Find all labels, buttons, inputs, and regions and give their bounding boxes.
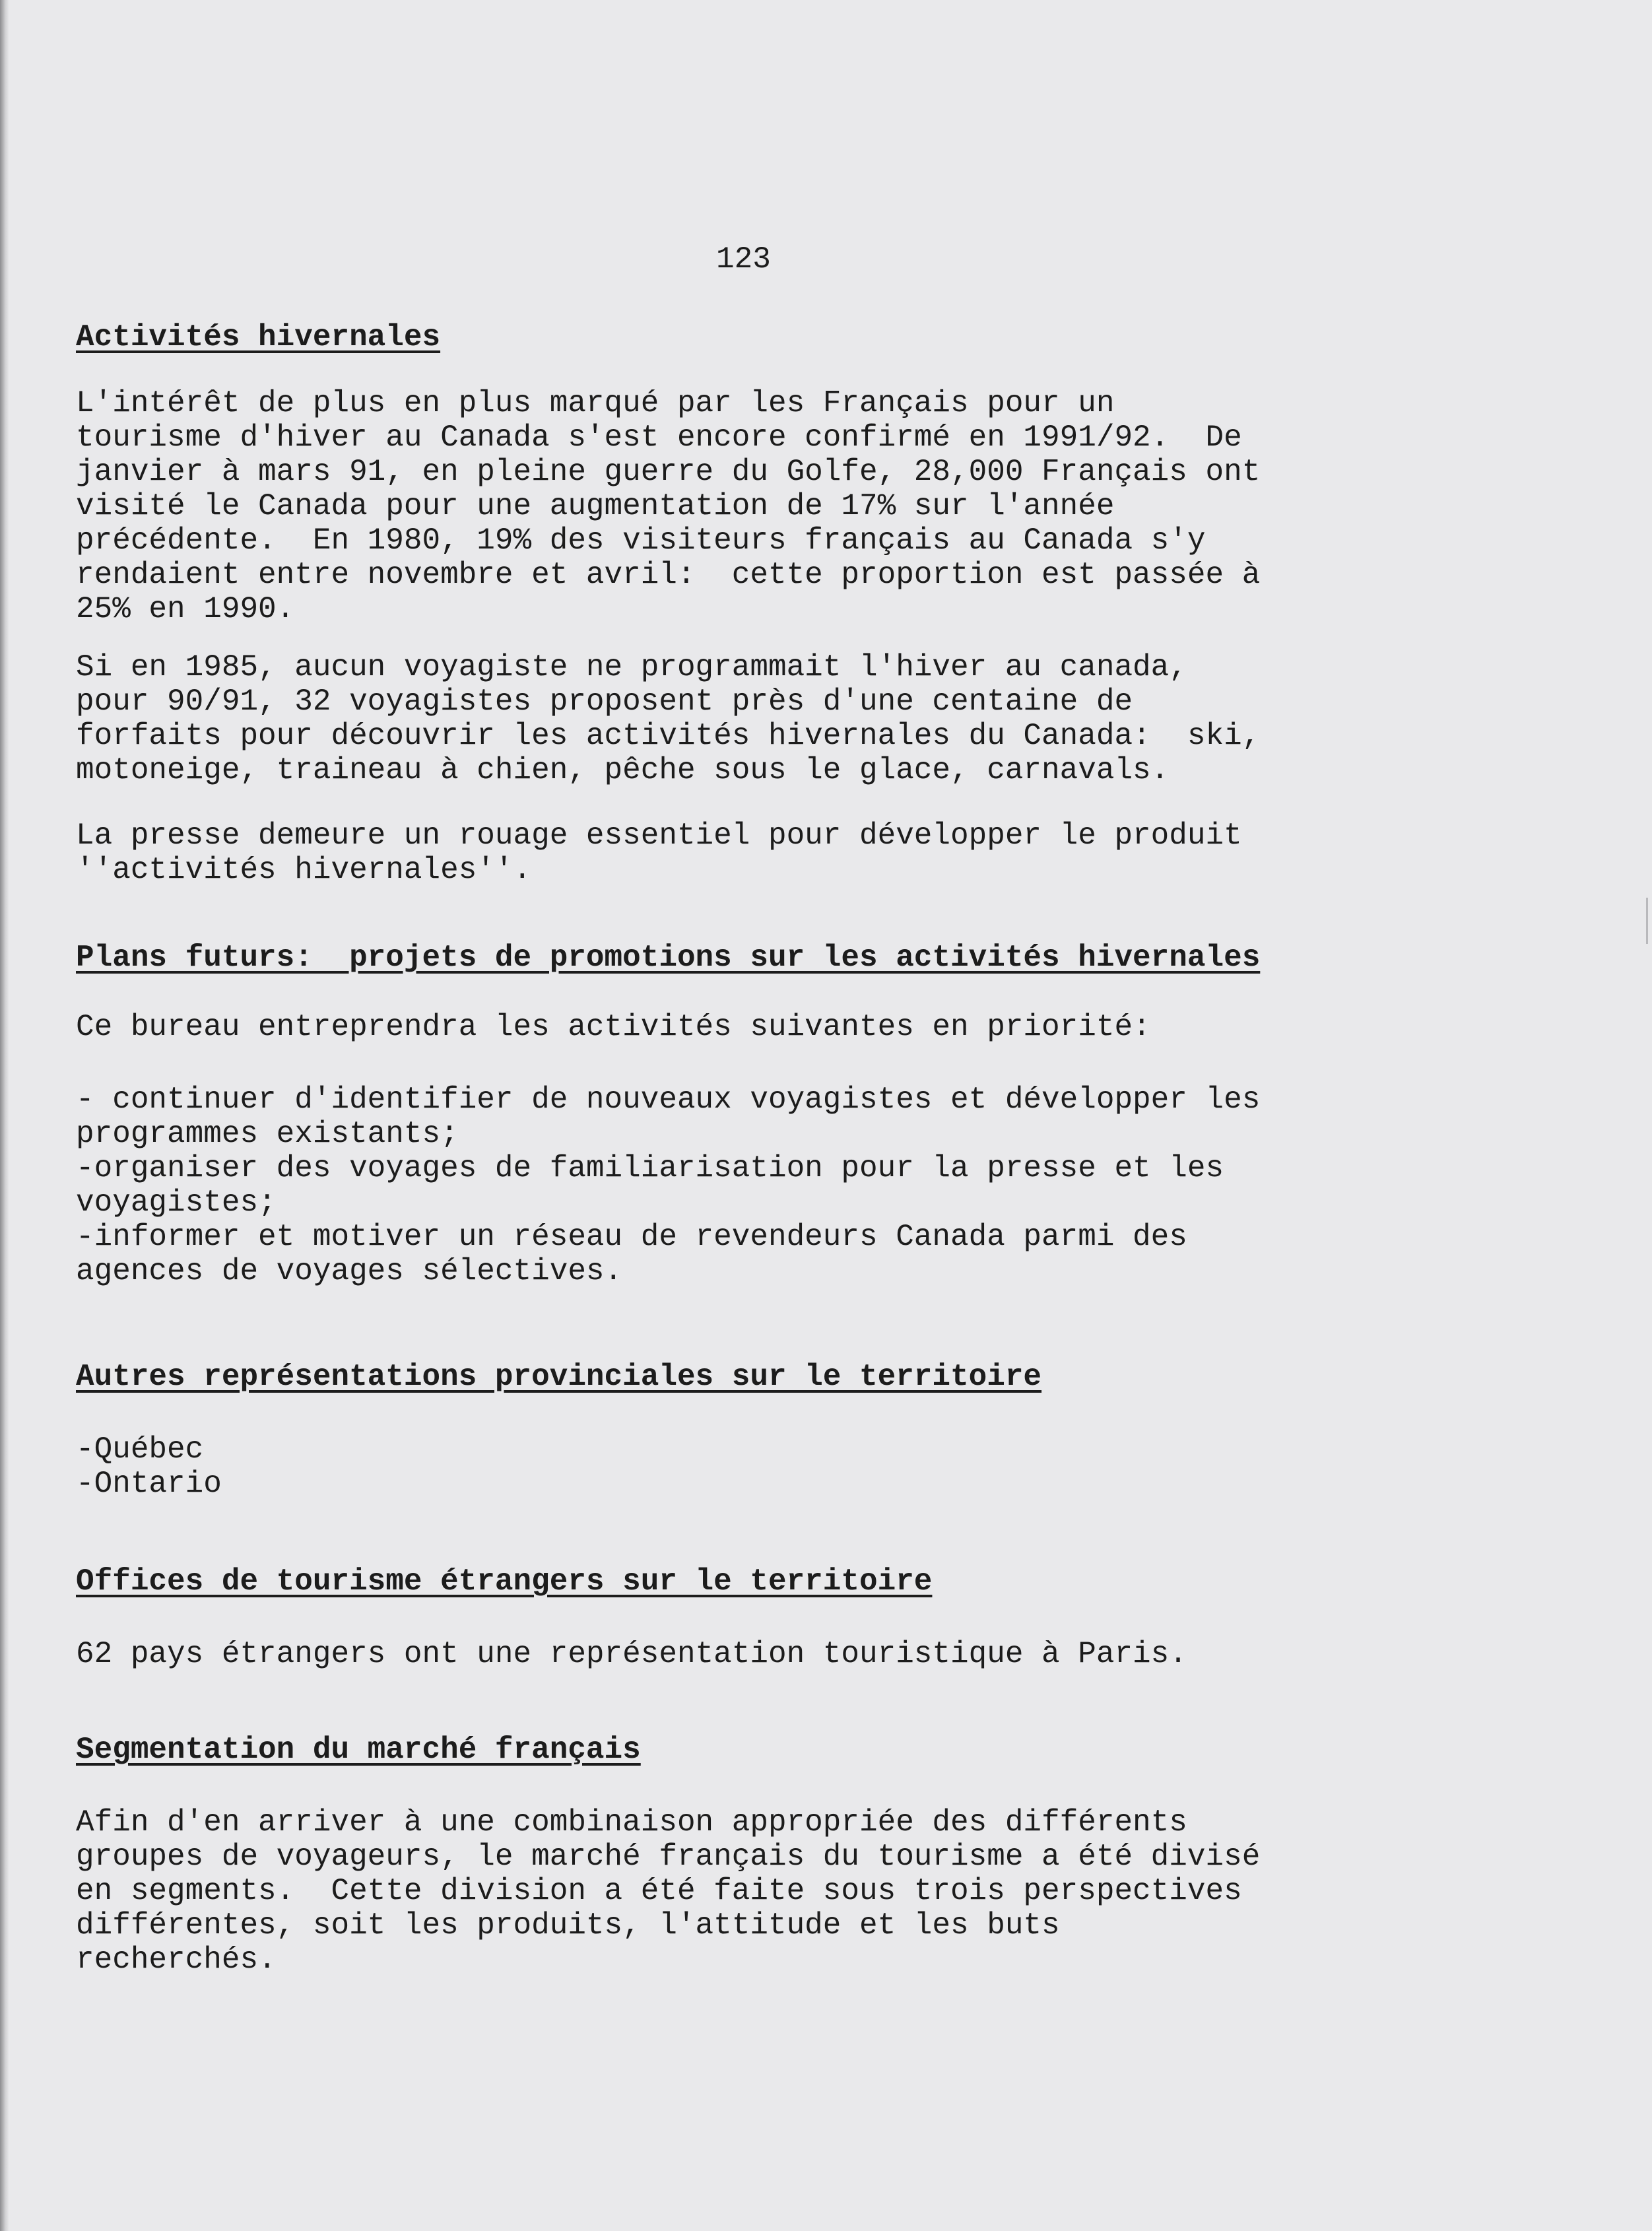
list-provinces: -Québec -Ontario <box>76 1432 222 1501</box>
heading-segmentation: Segmentation du marché français <box>76 1733 641 1767</box>
paragraph-voyagistes-forfaits: Si en 1985, aucun voyagiste ne programmait l'hiver au canada, pour 90/91, 32 voyagistes proposent près d'une centaine de forfaits pour découvrir les activités hivernales du Canada: ski, motoneige, traineau à chien, pêche sous le glace, carnavals. <box>76 650 1261 787</box>
paragraph-interet-tourisme-hiver: L'intérêt de plus en plus marqué par les Français pour un tourisme d'hiver au Canada s'est encore confirmé en 1991/92. De janvier à mars 91, en pleine guerre du Golfe, 28,000 Français ont visité le Canada pour une augmentation de 17% sur l'année précédente. En 1980, 19% des visiteurs français au Canada s'y rendaient entre novembre et avril: cette proportion est passée à 25% en 1990. <box>76 386 1261 626</box>
scan-edge-shadow <box>0 0 9 2231</box>
scan-mark <box>1646 898 1648 944</box>
heading-autres-representations: Autres représentations provinciales sur le territoire <box>76 1360 1042 1394</box>
list-plans-activites: - continuer d'identifier de nouveaux voyagistes et développer les programmes existants; -organiser des voyages de familiarisation pour la presse et les voyagistes; -informer et motiver un réseau de revendeurs Canada parmi des agences de voyages sélectives. <box>76 1082 1261 1288</box>
paragraph-offices-tourisme: 62 pays étrangers ont une représentation touristique à Paris. <box>76 1637 1187 1671</box>
paragraph-segmentation: Afin d'en arriver à une combinaison appropriée des différents groupes de voyageurs, le marché français du tourisme a été divisé en segments. Cette division a été faite sous trois perspectives différentes, soit les produits, l'attitude et les buts recherchés. <box>76 1805 1261 1977</box>
heading-offices-tourisme: Offices de tourisme étrangers sur le territoire <box>76 1564 933 1599</box>
page-number: 123 <box>716 242 771 277</box>
paragraph-presse: La presse demeure un rouage essentiel pour développer le produit ''activités hivernales''. <box>76 818 1242 887</box>
paragraph-plans-intro: Ce bureau entreprendra les activités suivantes en priorité: <box>76 1010 1151 1044</box>
heading-activites-hivernales: Activités hivernales <box>76 320 441 354</box>
heading-plans-futurs: Plans futurs: projets de promotions sur les activités hivernales <box>76 941 1261 975</box>
